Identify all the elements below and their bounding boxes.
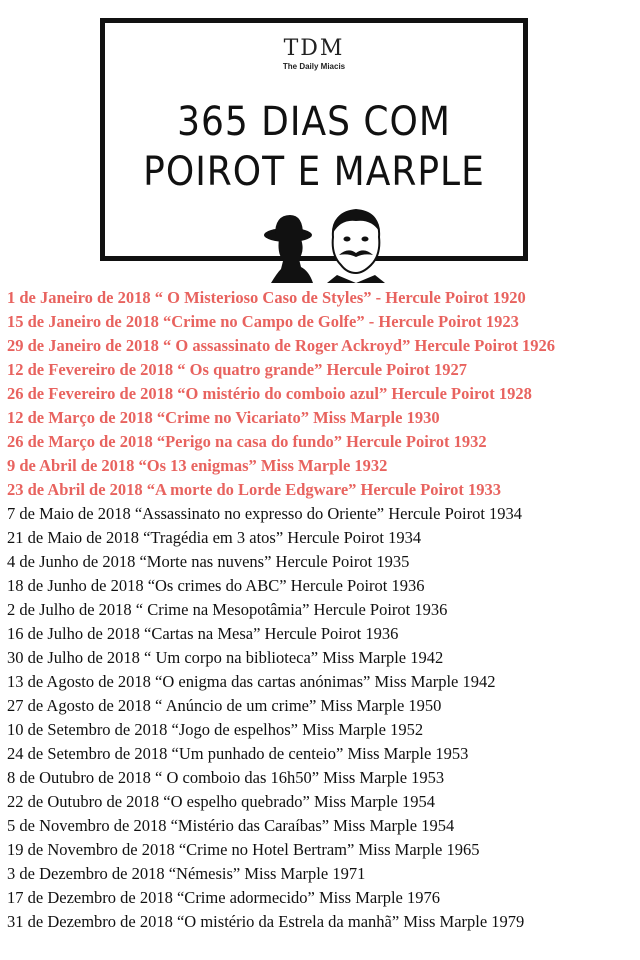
list-item: 13 de Agosto de 2018 “O enigma das cartas anónimas” Miss Marple 1942 (7, 672, 496, 691)
list-item: 18 de Junho de 2018 “Os crimes do ABC” Hercule Poirot 1936 (7, 576, 425, 595)
title-banner (100, 18, 528, 261)
list-item: 10 de Setembro de 2018 “Jogo de espelhos” Miss Marple 1952 (7, 720, 424, 739)
list-item: 12 de Fevereiro de 2018 “ Os quatro grande” Hercule Poirot 1927 (7, 360, 467, 379)
list-item: 30 de Julho de 2018 “ Um corpo na biblioteca” Miss Marple 1942 (7, 648, 444, 667)
list-item: 1 de Janeiro de 2018 “ O Misterioso Caso de Styles” - Hercule Poirot 1920 (7, 288, 526, 307)
list-item: 29 de Janeiro de 2018 “ O assassinato de Roger Ackroyd” Hercule Poirot 1926 (7, 336, 556, 355)
list-item: 26 de Fevereiro de 2018 “O mistério do comboio azul” Hercule Poirot 1928 (7, 384, 532, 403)
list-item: 2 de Julho de 2018 “ Crime na Mesopotâmia” Hercule Poirot 1936 (7, 600, 448, 619)
list-item: 23 de Abril de 2018 “A morte do Lorde Edgware” Hercule Poirot 1933 (7, 480, 502, 499)
list-item: 31 de Dezembro de 2018 “O mistério da Estrela da manhã” Miss Marple 1979 (7, 912, 525, 931)
list-item: 21 de Maio de 2018 “Tragédia em 3 atos” Hercule Poirot 1934 (7, 528, 422, 547)
list-item: 4 de Junho de 2018 “Morte nas nuvens” Hercule Poirot 1935 (7, 552, 410, 571)
list-item: 9 de Abril de 2018 “Os 13 enigmas” Miss Marple 1932 (7, 456, 388, 475)
marple-silhouette-icon (264, 215, 313, 283)
list-item: 27 de Agosto de 2018 “ Anúncio de um crime” Miss Marple 1950 (7, 696, 442, 715)
list-item: 8 de Outubro de 2018 “ O comboio das 16h50” Miss Marple 1953 (7, 768, 445, 787)
logo-subtitle: The Daily Miacis (282, 62, 346, 71)
logo (105, 37, 523, 71)
list-item: 16 de Julho de 2018 “Cartas na Mesa” Hercule Poirot 1936 (7, 624, 399, 643)
detectives-illustration (253, 203, 403, 283)
list-item: 17 de Dezembro de 2018 “Crime adormecido” Miss Marple 1976 (7, 888, 441, 907)
list-item: 24 de Setembro de 2018 “Um punhado de centeio” Miss Marple 1953 (7, 744, 469, 763)
list-item: 15 de Janeiro de 2018 “Crime no Campo de Golfe” - Hercule Poirot 1923 (7, 312, 519, 331)
list-item: 22 de Outubro de 2018 “O espelho quebrado” Miss Marple 1954 (7, 792, 435, 811)
reading-schedule-list (7, 286, 637, 934)
page-title-line-2: POIROT E MARPLE (143, 149, 485, 195)
page-title-line-1: 365 DIAS COM (177, 99, 451, 145)
list-item: 19 de Novembro de 2018 “Crime no Hotel Bertram” Miss Marple 1965 (7, 840, 480, 859)
list-item: 12 de Março de 2018 “Crime no Vicariato” Miss Marple 1930 (7, 408, 440, 427)
list-item: 26 de Março de 2018 “Perigo na casa do fundo” Hercule Poirot 1932 (7, 432, 487, 451)
poirot-silhouette-icon (327, 209, 385, 283)
logo-mark: TDM (283, 36, 345, 61)
list-item: 3 de Dezembro de 2018 “Némesis” Miss Marple 1971 (7, 864, 366, 883)
list-item: 5 de Novembro de 2018 “Mistério das Caraíbas” Miss Marple 1954 (7, 816, 455, 835)
list-item: 7 de Maio de 2018 “Assassinato no expresso do Oriente” Hercule Poirot 1934 (7, 504, 523, 523)
